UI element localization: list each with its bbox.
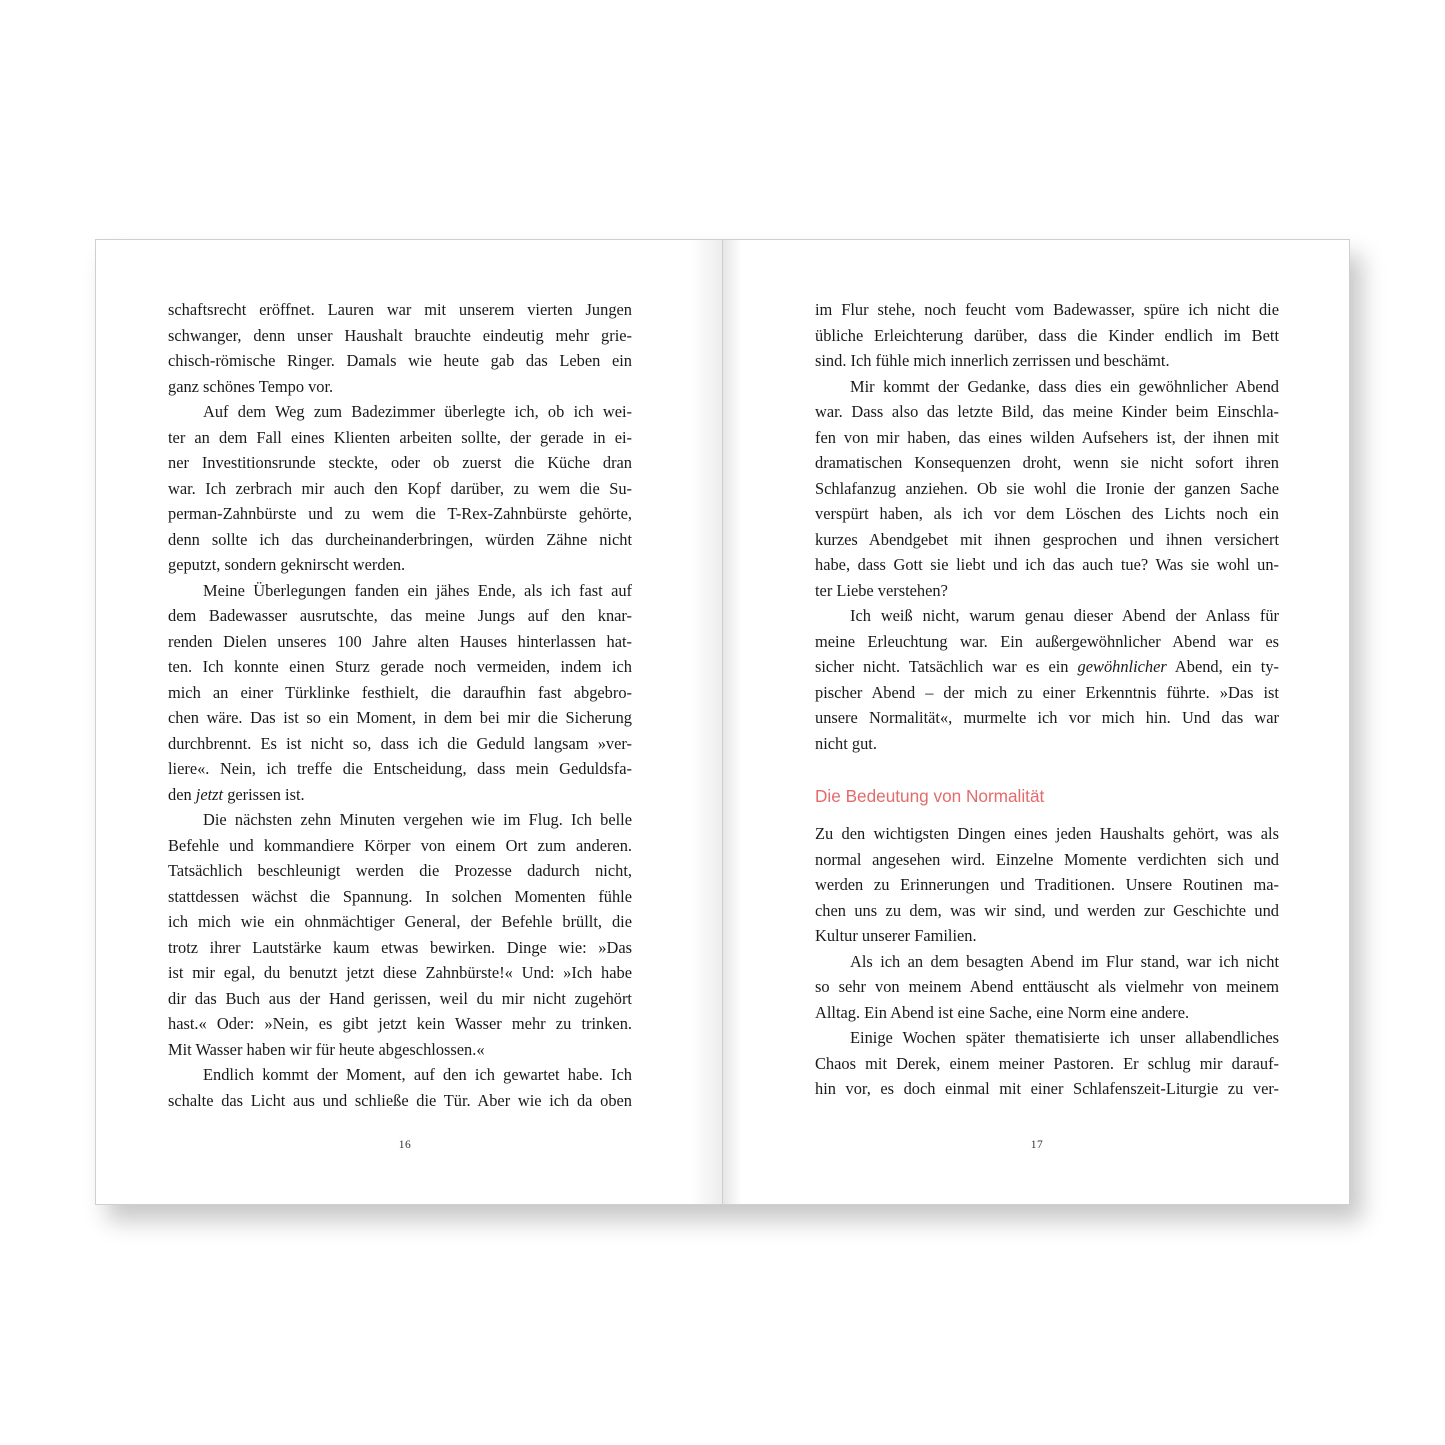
text-line: renden Dielen unseres 100 Jahre alten Hauses hinterlassen hat- — [168, 631, 632, 651]
page-number: 17 — [1030, 1139, 1044, 1151]
text-line: kurzes Abendgebet mit ihnen gesprochen und ihnen versichert — [815, 529, 1279, 549]
text-line: Tatsächlich beschleunigt werden die Prozesse dadurch nicht, — [168, 861, 632, 880]
text-line: liere«. Nein, ich treffe die Entscheidung, dass mein Geduldsfa- — [168, 759, 632, 778]
text-line: normal angesehen wird. Einzelne Momente verdichten sich und — [815, 849, 1279, 869]
text-line: übliche Erleichterung darüber, dass die Kinder endlich im Bett — [815, 325, 1279, 345]
text-run: sicher nicht. Tatsächlich war es ein — [815, 657, 1078, 676]
text-line: durchbrennt. Es ist nicht so, dass ich die Geduld langsam »ver- — [168, 733, 632, 753]
text-line: Mit Wasser haben wir für heute abgeschlossen.« — [168, 1039, 485, 1059]
text-line: unsere Normalität«, murmelte ich vor mich hin. Und das war — [815, 708, 1279, 727]
text-line: verspürt haben, als ich vor dem Löschen des Lichts noch ein — [815, 504, 1279, 523]
text-line: Chaos mit Derek, einem meiner Pastoren. Er schlug mir darauf- — [815, 1053, 1279, 1073]
text-run: den — [168, 784, 196, 804]
text-line: sind. Ich fühle mich innerlich zerrissen und beschämt. — [815, 351, 1170, 370]
text-line: chisch-römische Ringer. Damals wie heute gab das Leben ein — [168, 351, 632, 370]
text-line: Endlich kommt der Moment, auf den ich gewartet habe. Ich — [203, 1065, 632, 1084]
text-line: war. Dass also das letzte Bild, das meine Kinder beim Einschla- — [815, 402, 1279, 421]
text-line: Befehle und kommandiere Körper von einem Ort zum anderen. — [168, 835, 632, 855]
text-line: werden zu Erinnerungen und Traditionen. Unsere Routinen ma- — [815, 875, 1279, 894]
text-line-with-italic — [168, 782, 632, 808]
text-line: trotz ihrer Lautstärke kaum etwas bewirken. Dinge wie: »Das — [168, 937, 632, 957]
text-line: schwanger, denn unser Haushalt brauchte eindeutig mehr grie- — [168, 325, 632, 345]
page-number: 16 — [398, 1139, 412, 1151]
text-line: Auf dem Weg zum Badezimmer überlegte ich, ob ich wei- — [203, 402, 632, 421]
text-line: ist mir egal, du benutzt jetzt diese Zahnbürste!« Und: »Ich habe — [168, 963, 632, 982]
text-line: mich an einer Türklinke festhielt, die daraufhin fast abgebro- — [168, 682, 632, 702]
text-line: habe, dass Gott sie liebt und ich das auch tue? Was sie wohl un- — [815, 555, 1279, 574]
text-line: Alltag. Ein Abend ist eine Sache, eine Norm eine andere. — [815, 1002, 1190, 1022]
italic-word: jetzt — [195, 784, 224, 804]
text-line: Als ich an dem besagten Abend im Flur stand, war ich nicht — [850, 951, 1279, 971]
text-run: Abend, ein ty- — [1166, 657, 1279, 676]
left-page — [95, 239, 723, 1205]
text-line: perman-Zahnbürste und zu wem die T-Rex-Zahnbürste gehörte, — [168, 504, 632, 523]
text-line: war. Ich zerbrach mir auch den Kopf darüber, zu wem die Su- — [168, 478, 632, 498]
text-line: dramatischen Konsequenzen droht, wenn sie nicht sofort ihren — [815, 453, 1279, 472]
text-line: dem Badewasser ausrutschte, das meine Jungs auf den knar- — [168, 606, 632, 625]
text-line: ter Liebe verstehen? — [815, 580, 948, 600]
text-line: Kultur unserer Familien. — [815, 926, 977, 945]
text-line: ich mich wie ein ohnmächtiger General, der Befehle brüllt, die — [168, 912, 632, 931]
text-line: Schlafanzug anziehen. Ob sie wohl die Ironie der ganzen Sache — [815, 478, 1279, 498]
text-line: Ich weiß nicht, warum genau dieser Abend der Anlass für — [850, 606, 1279, 625]
right-page — [722, 239, 1350, 1205]
text-line: Die nächsten zehn Minuten vergehen wie im Flug. Ich belle — [203, 810, 632, 829]
text-line: Meine Überlegungen fanden ein jähes Ende, als ich fast auf — [203, 580, 632, 600]
text-line: schalte das Licht aus und schließe die Tür. Aber wie ich da oben — [168, 1090, 632, 1110]
text-line: meine Erleuchtung war. Ein außergewöhnlicher Abend war es — [815, 631, 1279, 651]
text-line: Mir kommt der Gedanke, dass dies ein gewöhnlicher Abend — [850, 376, 1279, 396]
text-line: denn sollte ich das durcheinanderbringen, würden Zähne nicht — [168, 529, 632, 549]
text-line: ter an dem Fall eines Klienten arbeiten sollte, der gerade in ei- — [168, 427, 632, 447]
right-page-text — [815, 297, 1279, 1102]
text-line: Einige Wochen später thematisierte ich unser allabendliches — [850, 1028, 1279, 1047]
text-run: gerissen ist. — [227, 784, 305, 804]
text-line: hast.« Oder: »Nein, es gibt jetzt kein Wasser mehr zu trinken. — [168, 1014, 632, 1033]
text-line: ten. Ich konnte einen Sturz gerade noch vermeiden, indem ich — [168, 657, 632, 676]
text-line: Zu den wichtigsten Dingen eines jeden Haushalts gehört, was als — [815, 824, 1279, 843]
text-line: schaftsrecht eröffnet. Lauren war mit unserem vierten Jungen — [168, 300, 632, 319]
text-line: im Flur stehe, noch feucht vom Badewasser, spüre ich nicht die — [815, 300, 1279, 319]
italic-word: gewöhnlicher — [1077, 657, 1167, 676]
text-line: fen von mir haben, das eines wilden Aufsehers ist, der ihnen mit — [815, 427, 1279, 447]
text-line: geputzt, sondern geknirscht werden. — [168, 555, 406, 574]
text-line: hin vor, es doch einmal mit einer Schlafenszeit-Liturgie zu ver- — [815, 1079, 1279, 1098]
section-heading: Die Bedeutung von Normalität — [815, 786, 1045, 806]
text-line: nicht gut. — [815, 733, 877, 753]
text-line: stattdessen wächst die Spannung. In solchen Momenten fühle — [168, 886, 632, 906]
text-line: pischer Abend – der mich zu einer Erkenntnis führte. »Das ist — [815, 682, 1279, 702]
text-line: chen wäre. Das ist so ein Moment, in dem bei mir die Sicherung — [168, 708, 632, 727]
text-line-with-italic — [815, 654, 1279, 680]
book-spread — [95, 239, 1350, 1205]
text-line: dir das Buch aus der Hand gerissen, weil du mir nicht zugehört — [168, 988, 632, 1008]
text-line: chen uns zu dem, was wir sind, und werden zur Geschichte und — [815, 900, 1279, 920]
text-line: ner Investitionsrunde steckte, oder ob zuerst die Küche dran — [168, 453, 632, 472]
text-line: ganz schönes Tempo vor. — [168, 376, 334, 396]
left-page-text — [168, 297, 632, 1113]
text-line: so sehr von meinem Abend enttäuscht als vielmehr von meinem — [815, 977, 1279, 996]
